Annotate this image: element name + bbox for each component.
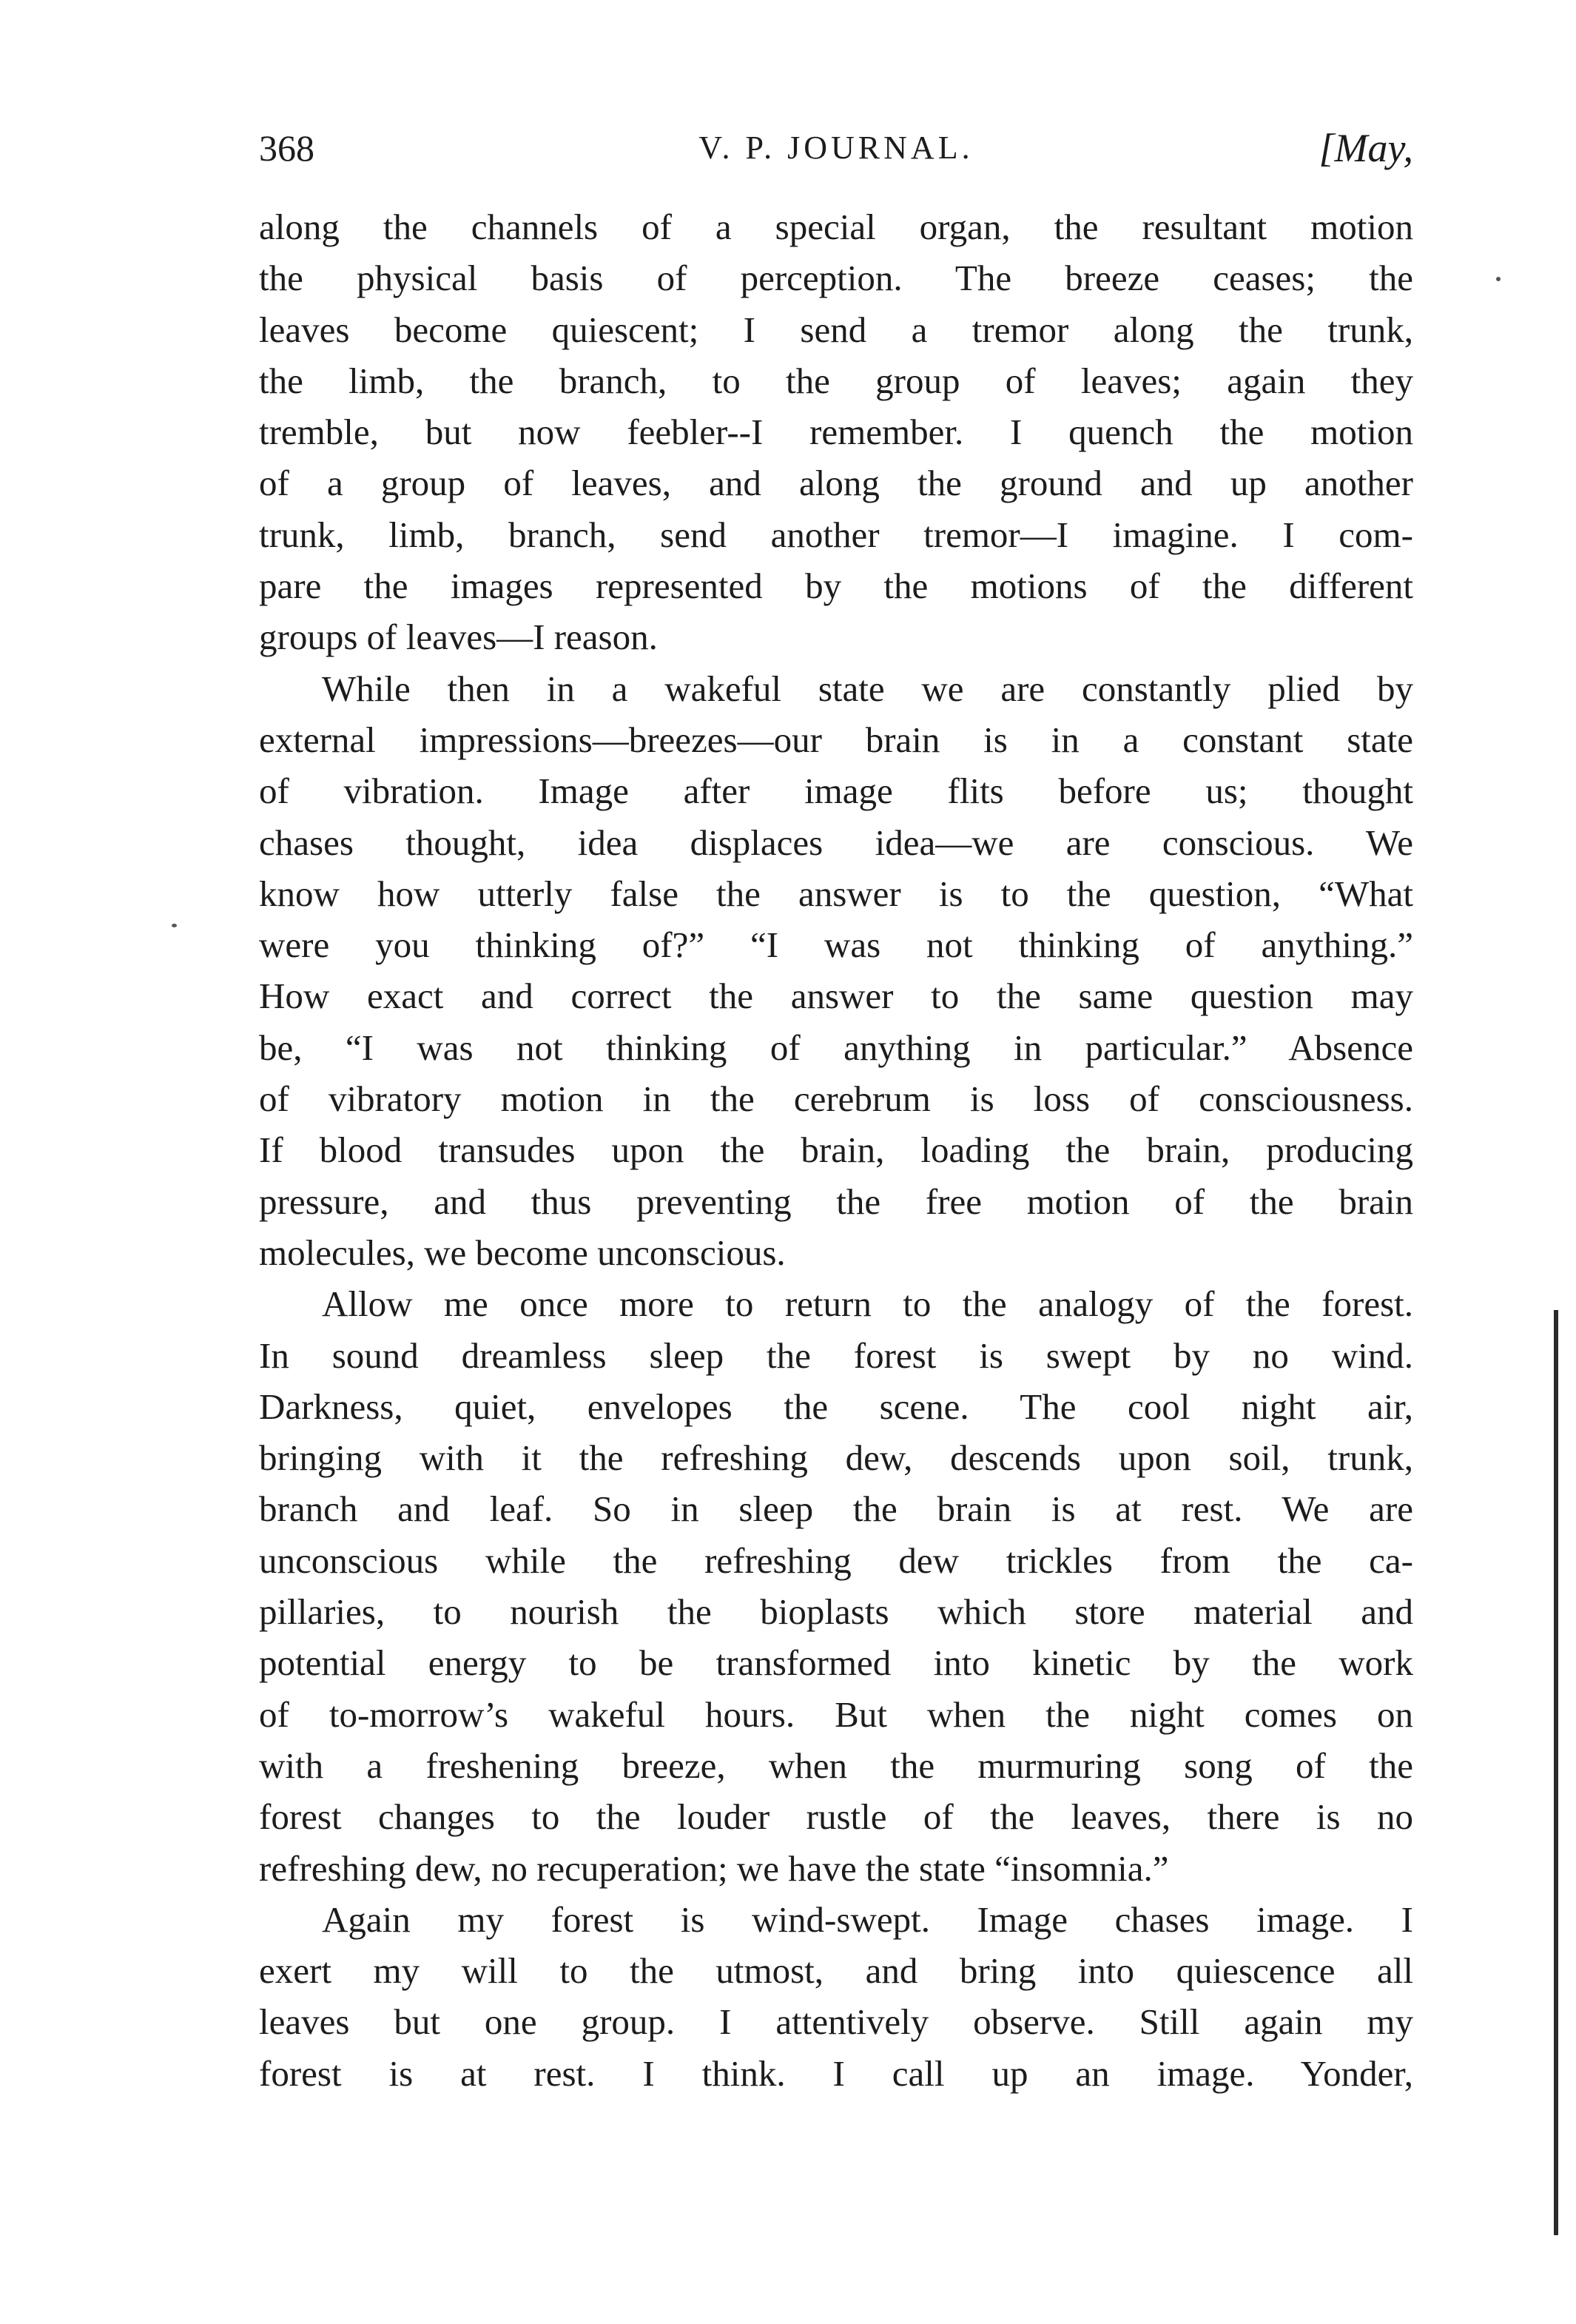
text-line: of vibratory motion in the cerebrum is loss of consciousness. [259,1078,1413,1120]
text-line: of a group of leaves, and along the ground and up another [259,463,1413,504]
body-text [259,201,1413,2099]
text-line: branch and leaf. So in sleep the brain is at rest. We are [259,1488,1413,1530]
text-line: pressure, and thus preventing the free motion of the brain [259,1181,1413,1222]
page-header [259,118,1413,178]
text-line: In sound dreamless sleep the forest is swept by no wind. [259,1334,1413,1376]
text-line: pare the images represented by the motions of the different [259,565,1413,607]
text-line: external impressions—breezes—our brain is in a constant state [259,719,1413,760]
text-line: Darkness, quiet, envelopes the scene. The cool night air, [259,1386,1413,1427]
text-line: were you thinking of?” “I was not thinking of anything.” [259,924,1413,966]
page-edge-mark [1554,1310,1558,2235]
running-head: V. P. JOURNAL. [698,130,974,166]
text-line: tremble, but now feebler--I remember. I quench the motion [259,412,1413,453]
text-line: know how utterly false the answer is to the question, “What [259,873,1413,914]
text-line: groups of leaves—I reason. [259,617,658,658]
text-line: along the channels of a special organ, the resultant motion [259,206,1413,247]
text-line: of vibration. Image after image flits before us; thought [259,770,1413,812]
running-head-month: [May, [1319,126,1413,170]
text-line: potential energy to be transformed into kinetic by the work [259,1642,1413,1684]
text-line: If blood transudes upon the brain, loading the brain, producing [259,1129,1413,1171]
text-line: bringing with it the refreshing dew, descends upon soil, trunk, [259,1437,1413,1479]
text-line: Allow me once more to return to the analogy of the forest. [322,1283,1413,1325]
text-line: be, “I was not thinking of anything in particular.” Absence [259,1027,1413,1068]
text-line: Again my forest is wind-swept. Image chases image. I [322,1898,1413,1940]
text-line: forest changes to the louder rustle of the leaves, there is no [259,1796,1413,1838]
text-line: of to-morrow’s wakeful hours. But when the night comes on [259,1693,1413,1735]
text-line: forest is at rest. I think. I call up an image. Yonder, [259,2052,1413,2094]
text-line: refreshing dew, no recuperation; we have the state “insomnia.” [259,1847,1169,1889]
text-line: with a freshening breeze, when the murmuring song of the [259,1744,1413,1786]
text-line: leaves but one group. I attentively observe. Still again my [259,2001,1413,2043]
text-line: the limb, the branch, to the group of leaves; again they [259,360,1413,401]
text-line: molecules, we become unconscious. [259,1232,786,1273]
page-number: 368 [259,127,314,169]
text-line: pillaries, to nourish the bioplasts which store material and [259,1591,1413,1633]
text-line: While then in a wakeful state we are constantly plied by [322,668,1413,709]
text-line: exert my will to the utmost, and bring into quiescence all [259,1950,1413,1992]
text-line: the physical basis of perception. The breeze ceases; the [259,258,1413,299]
text-line: chases thought, idea displaces idea—we are conscious. We [259,822,1413,863]
text-line: unconscious while the refreshing dew trickles from the ca- [259,1539,1413,1581]
text-line: trunk, limb, branch, send another tremor—I imagine. I com- [259,514,1413,555]
text-line: leaves become quiescent; I send a tremor along the trunk, [259,309,1413,350]
text-line: How exact and correct the answer to the same question may [259,975,1413,1017]
print-speck [1496,277,1501,281]
print-speck [172,924,177,927]
